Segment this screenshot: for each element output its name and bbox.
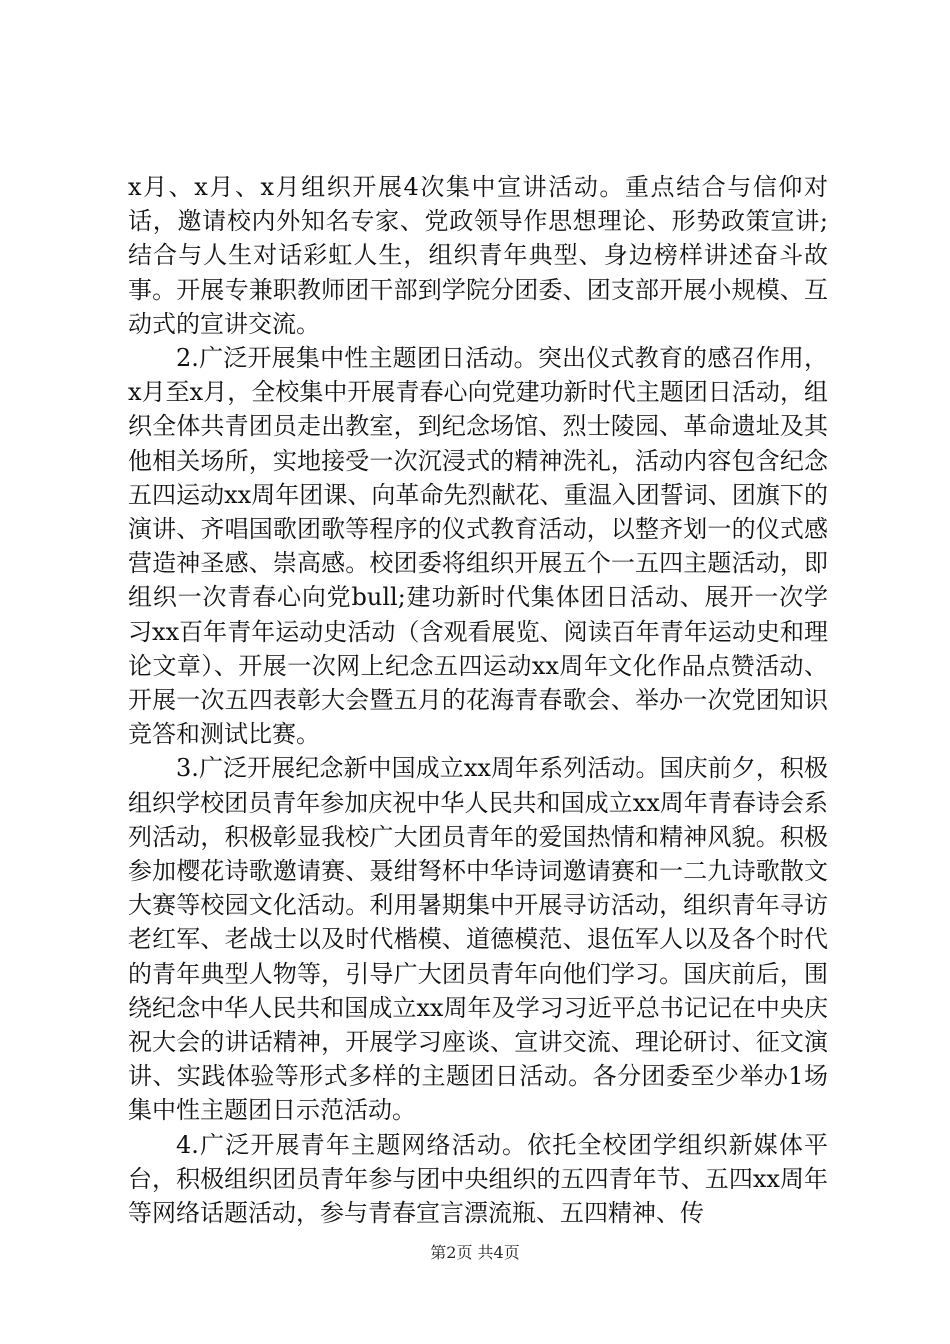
paragraph-3: 3.广泛开展纪念新中国成立xx周年系列活动。国庆前夕，积极组织学校团员青年参加庆祝中华人民共和国成立xx周年青春诗会系列活动，积极彰显我校广大团员青年的爱国热情和精神风貌。积极参加樱花诗歌邀请赛、聂绀弩杯中华诗词邀请赛和一二九诗歌散文大赛等校园文化活动。利用暑期集中开展寻访活动，组织青年寻访老红军、老战士以及时代楷模、道德模范、退伍军人以及各个时代的青年典型人物等，引导广大团员青年向他们学习。国庆前后，围绕纪念中华人民共和国成立xx周年及学习习近平总书记记在中央庆祝大会的讲话精神，开展学习座谈、宣讲交流、理论研讨、征文演讲、实践体验等形式多样的主题团日活动。各分团委至少举办1场集中性主题团日示范活动。 xyxy=(128,754,828,1125)
page-number-footer: 第2页 共4页 xyxy=(430,1243,520,1262)
paragraph-1: x月、x月、x月组织开展4次集中宣讲活动。重点结合与信仰对话，邀请校内外知名专家、党政领导作思想理论、形势政策宣讲;结合与人生对话彩虹人生，组织青年典型、身边榜样讲述奋斗故事。开展专兼职教师团干部到学院分团委、团支部开展小规模、互动式的宣讲交流。 xyxy=(128,173,828,338)
paragraph-2: 2.广泛开展集中性主题团日活动。突出仪式教育的感召作用，x月至x月，全校集中开展青春心向党建功新时代主题团日活动，组织全体共青团员走出教室，到纪念场馆、烈士陵园、革命遗址及其他相关场所，实地接受一次沉浸式的精神洗礼，活动内容包含纪念五四运动xx周年团课、向革命先烈献花、重温入团誓词、团旗下的演讲、齐唱国歌团歌等程序的仪式教育活动，以整齐划一的仪式感营造神圣感、崇高感。校团委将组织开展五个一五四主题活动，即组织一次青春心向党bull;建功新时代集体团日活动、展开一次学习xx百年青年运动史活动（含观看展览、阅读百年青年运动史和理论文章）、开展一次网上纪念五四运动xx周年文化作品点赞活动、开展一次五四表彰大会暨五月的花海青春歌会、举办一次党团知识竞答和测试比赛。 xyxy=(128,344,828,749)
paragraph-4: 4.广泛开展青年主题网络活动。依托全校团学组织新媒体平台，积极组织团员青年参与团中央组织的五四青年节、五四xx周年等网络话题活动，参与青春宣言漂流瓶、五四精神、传 xyxy=(128,1130,828,1228)
document-body xyxy=(128,170,828,1230)
